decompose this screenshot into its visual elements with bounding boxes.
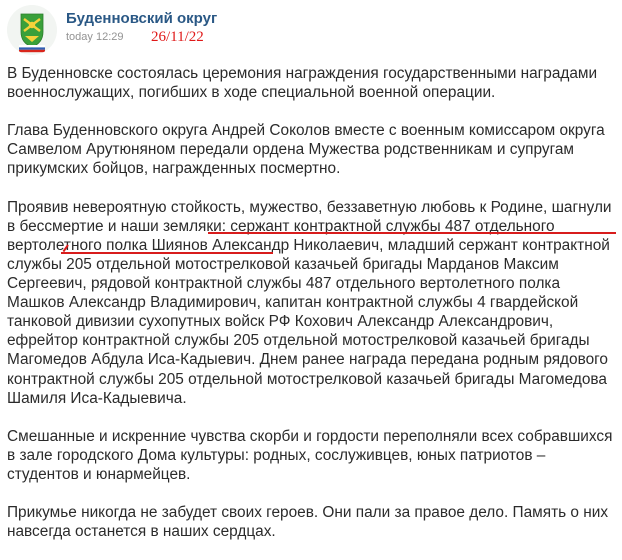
soldiers-intro: Проявив невероятную стойкость, мужество, беззаветную любовь к Родине, шагнули в бессмертие и наши земляки: [7,198,612,235]
paragraph-emotions: Смешанные и искренние чувства скорби и гордости переполняли всех собравшихся в зале городского Дома культуры: родных, сослуживцев, юных патриотов – студентов и юнармейцев. [7,427,613,483]
avatar[interactable] [7,5,57,55]
date-stamp: 26/11/22 [151,29,204,45]
post-timestamp[interactable]: today 12:29 [66,31,124,43]
paragraph-ceremony: В Буденновске состоялась церемония награждения государственными наградами военнослужащих, погибших в ходе специальной военной операции. [7,65,598,102]
post-text [7,64,619,560]
paragraph-memory: Прикумье никогда не забудет своих героев. Они пали за правое дело. Память о них навсегда останется в наших сердцах. [7,504,609,541]
highlighted-soldier: сержант контрактной службы 487 отдельного вертолетного полка Шиянов Александр Николаевич [7,217,555,254]
soldiers-list: , младший сержант контрактной службы 205 отдельной мотострелковой казачьей бригады Марданов Максим Сергеевич, рядовой контрактной службы 487 отдельного вертолетного полка Машков Александр Владимирович, капитан контрактной службы 4 гвардейской танковой дивизии сухопутных войск РФ Кохович Александр Александрович, ефрейтор контрактной службы 205 отдельной мотострелковой казачьей бригады Магомедов Абдула Иса-Кадыевич. Днем ранее награда передана родным рядового контрактной службы 205 отдельной мотострелковой казачьей бригады Магомедова Шамиля Иса-Кадыевича. [7,236,610,407]
highlight-underline [61,252,273,254]
highlight-underline [208,232,616,234]
district-coat-of-arms-icon [7,5,57,55]
paragraph-orders: Глава Буденновского округа Андрей Соколов вместе с военным комиссаром округа Самвелом Арутюняном передали ордена Мужества родственникам и супругам прикумских бойцов, награжденных посмертно. [7,122,605,178]
author-name-link[interactable]: Буденновский округ [66,10,218,27]
paragraph-soldiers [7,198,619,408]
